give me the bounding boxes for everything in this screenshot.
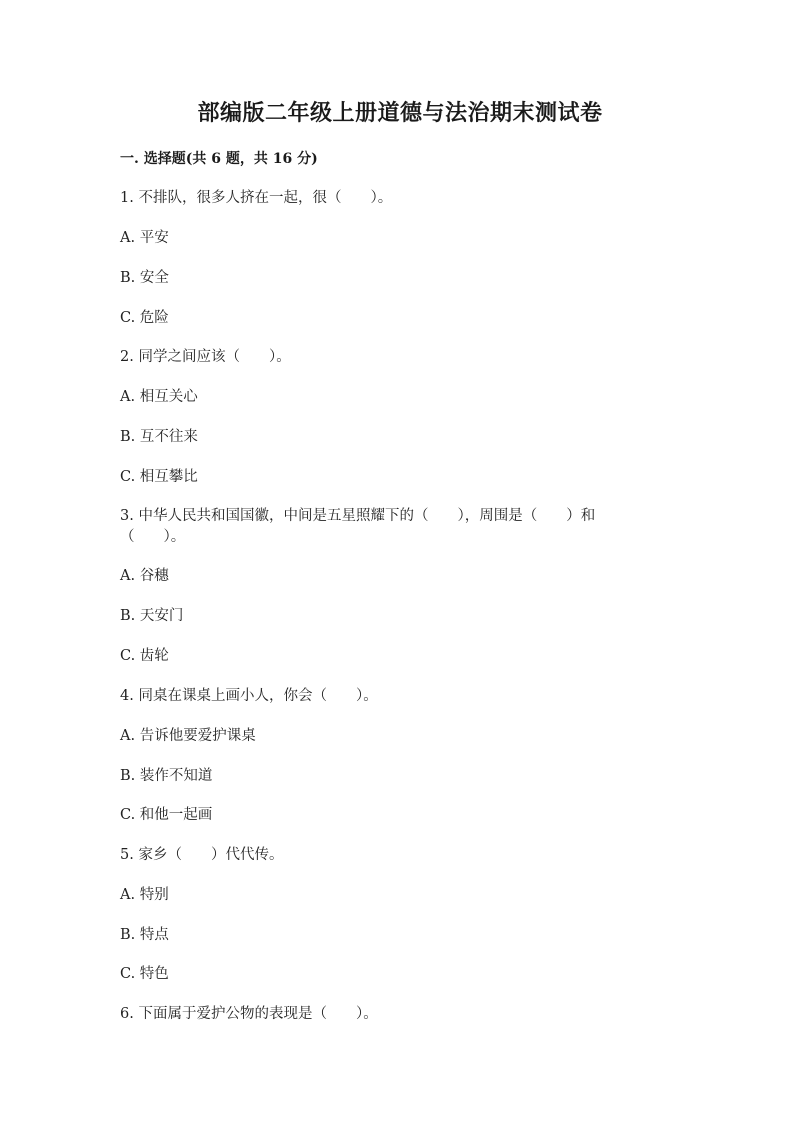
question-stem: 4. 同桌在课桌上画小人，你会（ ）。: [120, 688, 378, 704]
answer-option: B. 安全: [120, 270, 169, 286]
answer-option: A. 特别: [120, 887, 169, 903]
answer-option: B. 天安门: [120, 608, 184, 624]
page-title: 部编版二年级上册道德与法治期末测试卷: [197, 100, 603, 126]
question-stem: 6. 下面属于爱护公物的表现是（ ）。: [120, 1006, 378, 1022]
answer-option: C. 齿轮: [120, 648, 169, 664]
answer-option: B. 特点: [120, 927, 169, 943]
question-stem: 2. 同学之间应该（ ）。: [120, 349, 291, 365]
answer-option: C. 特色: [120, 966, 169, 982]
section-heading: 一. 选择题(共 6 题，共 16 分): [120, 151, 318, 167]
answer-option: B. 互不往来: [120, 429, 198, 445]
question-stem: 1. 不排队，很多人挤在一起，很（ ）。: [120, 190, 393, 206]
answer-option: B. 装作不知道: [120, 768, 213, 784]
question-stem: 3. 中华人民共和国国徽，中间是五星照耀下的（ ），周围是（ ）和（ ）。: [120, 508, 596, 545]
answer-option: A. 告诉他要爱护课桌: [120, 728, 256, 744]
answer-option: A. 谷穗: [120, 568, 169, 584]
answer-option: A. 相互关心: [120, 389, 198, 405]
answer-option: C. 危险: [120, 310, 169, 326]
question-stem: 5. 家乡（ ）代代传。: [120, 847, 284, 863]
answer-option: C. 和他一起画: [120, 807, 213, 823]
answer-option: C. 相互攀比: [120, 469, 198, 485]
answer-option: A. 平安: [120, 230, 169, 246]
